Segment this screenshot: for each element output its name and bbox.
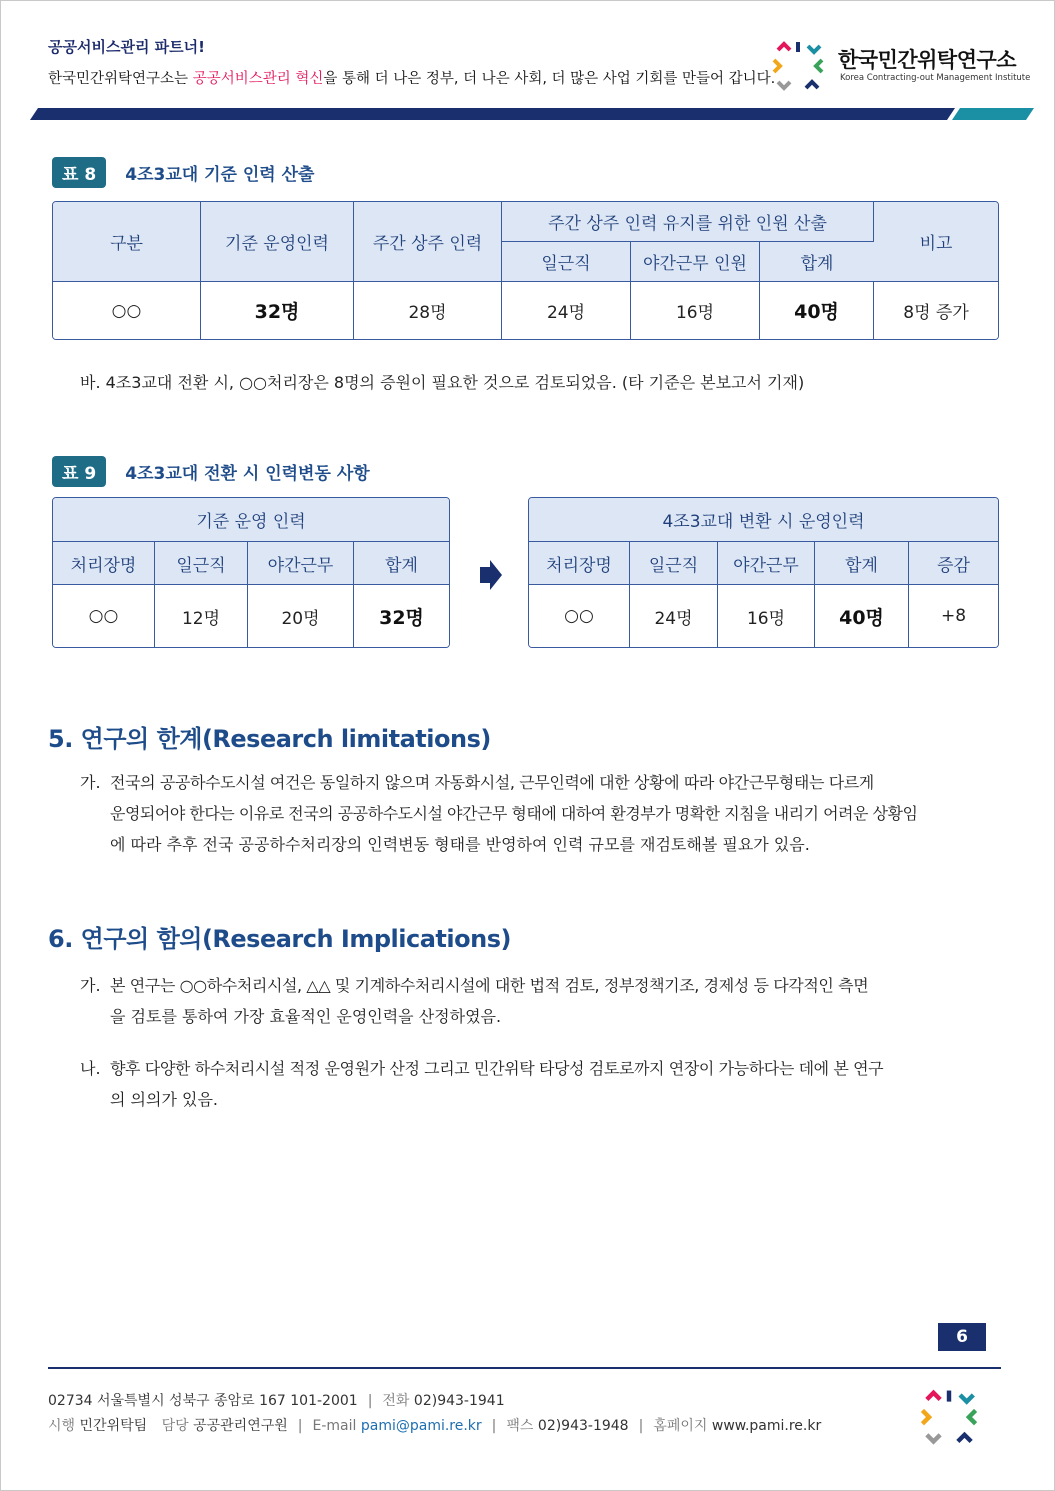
logo-icon <box>770 38 826 92</box>
table-cell: ○○ <box>53 585 155 647</box>
table-header-cell: 합계 <box>354 542 449 585</box>
table9-right <box>528 497 999 648</box>
table-cell: ○○ <box>529 585 630 647</box>
table8-title: 4조3교대 기준 인력 산출 <box>125 165 315 185</box>
header-bar-teal <box>952 108 1034 120</box>
table8-header-group: 주간 상주 인력 유지를 위한 인원 산출 <box>502 202 874 242</box>
table-header-cell: 증감 <box>909 542 998 585</box>
table-cell: 40명 <box>815 585 909 647</box>
table-cell: +8 <box>909 585 998 647</box>
table8-header-category: 구분 <box>53 202 201 282</box>
section5-title: 5. 연구의 한계(Research limitations) <box>48 725 491 753</box>
table-cell: 24명 <box>502 282 631 339</box>
table-header-cell: 처리장명 <box>529 542 630 585</box>
header-bar-navy <box>30 108 955 120</box>
table-cell: 40명 <box>760 282 874 339</box>
table9-left <box>52 497 450 648</box>
table8-header-dayshift: 일근직 <box>502 242 631 282</box>
table-cell: 32명 <box>201 282 354 339</box>
table-cell: 28명 <box>354 282 502 339</box>
table-cell: 12명 <box>155 585 248 647</box>
table-header-cell: 처리장명 <box>53 542 155 585</box>
list-item <box>80 1053 990 1115</box>
item-line: 운영되어야 한다는 이유로 전국의 공공하수도시설 야간근무 형태에 대하여 환경부가 명확한 지침을 내리기 어려운 상황임 <box>110 804 918 823</box>
table9-caption <box>52 456 370 487</box>
header-tagline: 공공서비스관리 파트너! <box>48 38 205 56</box>
table-header-cell: 야간근무 <box>718 542 815 585</box>
subline-pre: 한국민간위탁연구소는 <box>48 71 193 87</box>
footer-email-label: E-mail <box>312 1418 357 1434</box>
footer-exec-label: 시행 <box>48 1418 76 1434</box>
table-header-cell: 야간근무 <box>248 542 354 585</box>
footer-email-link[interactable]: pami@pami.re.kr <box>360 1418 482 1434</box>
table9-tag: 표 9 <box>52 456 106 487</box>
table8-header-total: 합계 <box>760 242 874 282</box>
footer-logo-icon <box>918 1386 980 1446</box>
footer-tel: 02)943-1941 <box>413 1393 505 1409</box>
item-text <box>110 767 917 860</box>
section6-item-ga <box>80 970 990 1032</box>
item-line: 향후 다양한 하수처리시설 적정 운영원가 산정 그리고 민간위탁 타당성 검토로까지 연장이 가능하다는 데에 본 연구 <box>110 1059 884 1078</box>
footer-line1: 02734 서울특별시 성북구 종암로 167 101-2001 | 전화 02)943-1941 <box>48 1393 505 1409</box>
item-text <box>110 970 868 1032</box>
footer-charge: 공공관리연구원 <box>193 1418 288 1434</box>
subline-post: 을 통해 더 나은 정부, 더 나은 사회, 더 많은 사업 기회를 만들어 갑니다. <box>323 71 776 87</box>
table-cell: 8명 증가 <box>874 282 998 339</box>
item-line: 에 따라 추후 전국 공공하수처리장의 인력변동 형태를 반영하여 인력 규모를 재검토해볼 필요가 있음. <box>110 835 810 854</box>
footer-line2: 시행 민간위탁팀 담당 공공관리연구원 | E-mail pami@pami.re.kr | 팩스 02)943-1948 | 홈페이지 www.pami.re.kr <box>48 1418 822 1434</box>
table-header-cell: 합계 <box>815 542 909 585</box>
item-line: 본 연구는 ○○하수처리시설, △△ 및 기계하수처리시설에 대한 법적 검토, 정부정책기조, 경제성 등 다각적인 측면 <box>110 976 869 995</box>
table-cell: 20명 <box>248 585 354 647</box>
table-cell: ○○ <box>53 282 201 339</box>
subline-highlight: 공공서비스관리 혁신 <box>192 71 324 87</box>
footer-exec: 민간위탁팀 <box>79 1418 148 1434</box>
footer-address: 02734 서울특별시 성북구 종암로 167 101-2001 <box>48 1393 358 1409</box>
table8-header-base: 기준 운영인력 <box>201 202 354 282</box>
section6-title: 6. 연구의 함의(Research Implications) <box>48 925 511 953</box>
list-item <box>80 970 990 1032</box>
logo-english-name: Korea Contracting-out Management Institute <box>840 73 1031 83</box>
item-line: 의 의의가 있음. <box>110 1090 218 1109</box>
footer-tel-label: 전화 <box>382 1393 410 1409</box>
item-text <box>110 1053 883 1115</box>
footer-home-label: 홈페이지 <box>653 1418 708 1434</box>
table8 <box>52 201 999 340</box>
section6-item-na <box>80 1053 990 1115</box>
item-line: 전국의 공공하수도시설 여건은 동일하지 않으며 자동화시설, 근무인력에 대한 상황에 따라 야간근무형태는 다르게 <box>110 773 874 792</box>
footer-charge-label: 담당 <box>161 1418 189 1434</box>
table8-tag: 표 8 <box>52 157 106 188</box>
table9-title: 4조3교대 전환 시 인력변동 사항 <box>125 464 370 484</box>
list-item <box>80 767 990 860</box>
item-marker: 가. <box>80 976 101 995</box>
footer-fax: 02)943-1948 <box>537 1418 629 1434</box>
section5-item-ga <box>80 767 990 860</box>
table-cell: 16명 <box>718 585 815 647</box>
header-subline <box>48 67 775 88</box>
table-cell: 16명 <box>631 282 760 339</box>
table-header-cell: 일근직 <box>630 542 718 585</box>
table8-header-remark: 비고 <box>874 202 998 282</box>
footer-homepage-link[interactable]: www.pami.re.kr <box>711 1418 822 1434</box>
item-line: 을 검토를 통하여 가장 효율적인 운영인력을 산정하였음. <box>110 1007 502 1026</box>
table8-header-nightshift: 야간근무 인원 <box>631 242 760 282</box>
logo-name: 한국민간위탁연구소 <box>838 48 1017 72</box>
arrow-right-icon <box>478 558 504 592</box>
footer-divider <box>48 1367 1001 1369</box>
table9-left-title: 기준 운영 인력 <box>53 498 449 542</box>
table9-right-title: 4조3교대 변환 시 운영인력 <box>529 498 998 542</box>
table-cell: 32명 <box>354 585 449 647</box>
page-number: 6 <box>938 1323 986 1351</box>
table8-header-resident: 주간 상주 인력 <box>354 202 502 282</box>
footer-fax-label: 팩스 <box>506 1418 534 1434</box>
table-cell: 24명 <box>630 585 718 647</box>
table-header-cell: 일근직 <box>155 542 248 585</box>
item-marker: 가. <box>80 773 101 792</box>
table8-caption <box>52 157 314 188</box>
item-marker: 나. <box>80 1059 101 1078</box>
note-ba: 바. 4조3교대 전환 시, ○○처리장은 8명의 증원이 필요한 것으로 검토되었음. (타 기준은 본보고서 기재) <box>80 373 805 392</box>
